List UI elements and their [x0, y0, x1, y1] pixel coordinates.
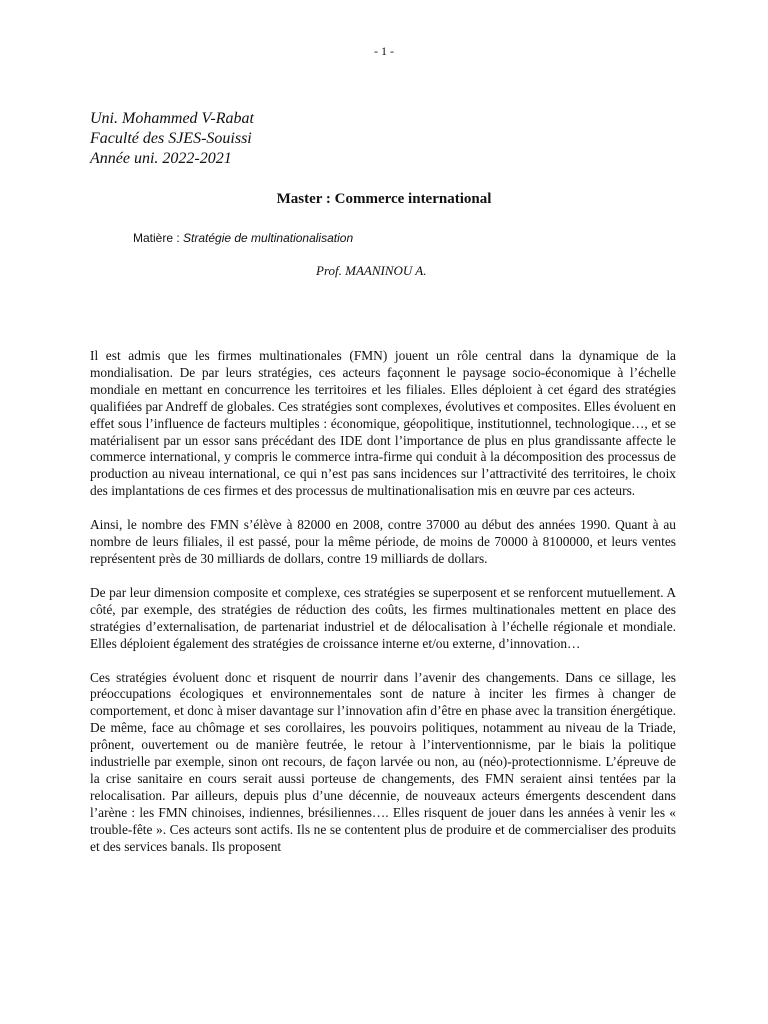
paragraph: De par leur dimension composite et complexe, ces stratégies se superposent et se renforcent mutuellement. A côté, par exemple, des stratégies de réduction des coûts, les firmes multinationales mettent en place des stratégies d’externalisation, de partenariat industriel et de délocalisation à l’échelle régionale et mondiale. Elles déploient également des stratégies de croissance interne et/ou externe, d’innovation…	[90, 584, 676, 651]
university-name: Uni. Mohammed V-Rabat	[90, 110, 254, 127]
subject-label: Matière :	[133, 231, 184, 245]
paragraph: Ainsi, le nombre des FMN s’élève à 82000 en 2008, contre 37000 au début des années 1990. Quant à au nombre de leurs filiales, il est passé, pour la même période, de moins de 70000 à 8100000, et leurs ventes représentent près de 30 milliards de dollars, contre 19 milliards de dollars.	[90, 517, 676, 566]
body-text	[90, 348, 676, 872]
subject-value: Stratégie de multinationalisation	[183, 231, 354, 245]
faculty-name: Faculté des SJES-Souissi	[90, 130, 252, 147]
page-number: - 1 -	[374, 44, 394, 58]
paragraph: Il est admis que les firmes multinationales (FMN) jouent un rôle central dans la dynamique de la mondialisation. De par leurs stratégies, ces acteurs façonnent le paysage socio-économique à l’échelle mondiale en mettant en concurrence les territoires et les filiales. Elles déploient à cet égard des stratégies qualifiées par Andreff de globales. Ces stratégies sont complexes, évolutives et composites. Elles évoluent en effet sous l’influence de facteurs multiples : économique, géopolitique, institutionnel, technologique…, et se matérialisent par un essor sans précédant des IDE dont l’importance de plus en plus grandissante affecte le commerce international, y compris le commerce intra-firme qui conduit à la décomposition des processus de production au niveau international, ce qui n’est pas sans incidences sur l’attractivité des territoires, le choix des implantations de ces firmes et des processus de multinationalisation mis en œuvre par ces acteurs.	[90, 348, 676, 499]
professor-name: Prof. MAANINOU A.	[316, 263, 427, 278]
page-title: Master : Commerce international	[276, 191, 492, 207]
paragraph: Ces stratégies évoluent donc et risquent de nourrir dans l’avenir des changements. Dans ce sillage, les préoccupations écologiques et environnementales sont de nature à inciter les firmes à changer de comportement, et donc à miser davantage sur l’innovation afin d’être en phase avec la transition énergétique. De même, face au chômage et ses corollaires, les pouvoirs politiques, notamment au niveau de la Triade, prônent, ouvertement ou de manière feutrée, le retour à l’interventionnisme, par le biais la politique industrielle par exemple, sinon ont recours, de façon larvée ou non, au (néo)-protectionnisme. L’épreuve de la crise sanitaire en cours serait aussi porteuse de changements, des FMN seraient ainsi tentées par la relocalisation. Par ailleurs, depuis plus d’une décennie, de nouveaux acteurs émergents descendent dans l’arène : les FMN chinoises, indiennes, brésiliennes…. Elles risquent de jouer dans les années à venir les « trouble-fête ». Ces acteurs sont actifs. Ils ne se contentent plus de produire et de commercialiser des produits et des services banals. Ils proposent	[90, 669, 676, 854]
academic-year: Année uni. 2022-2021	[90, 150, 232, 167]
subject-line	[133, 231, 353, 245]
institution-header	[90, 109, 254, 169]
